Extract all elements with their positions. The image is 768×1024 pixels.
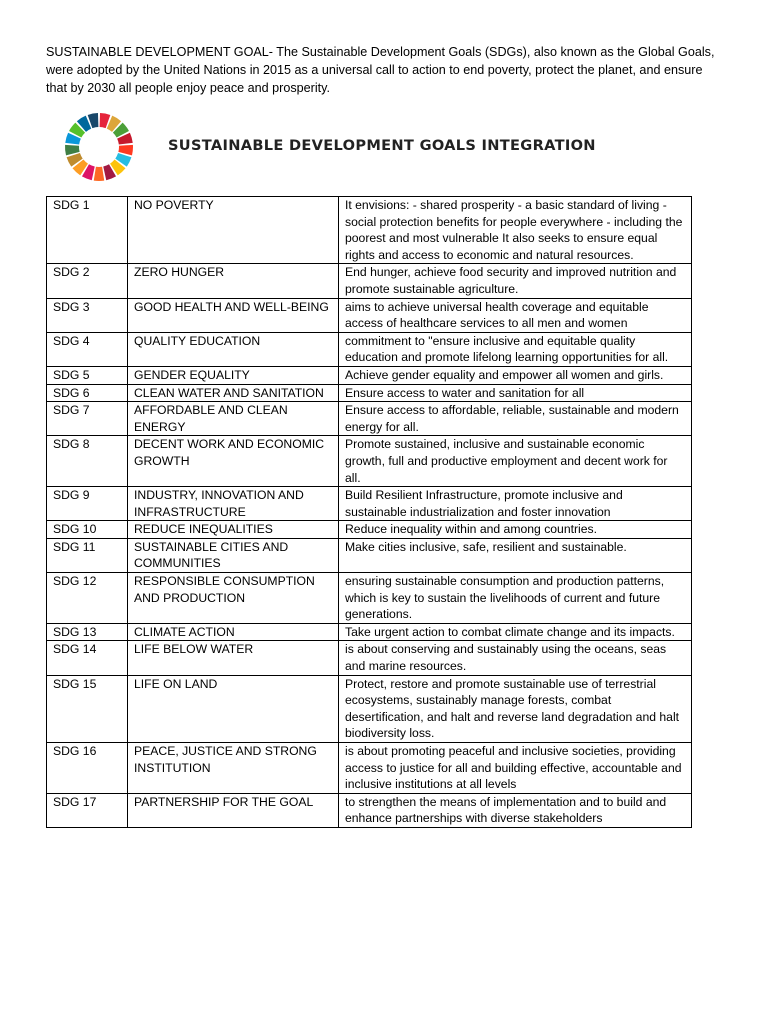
- sdg-goal-cell: PARTNERSHIP FOR THE GOAL: [128, 793, 339, 827]
- sdg-id-cell: SDG 17: [47, 793, 128, 827]
- table-row: [47, 538, 692, 572]
- sdg-id-cell: SDG 9: [47, 487, 128, 521]
- sdg-banner: [64, 112, 724, 182]
- sdg-id-cell: SDG 3: [47, 298, 128, 332]
- sdg-id-cell: SDG 10: [47, 521, 128, 539]
- sdg-goal-cell: INDUSTRY, INNOVATION AND INFRASTRUCTURE: [128, 487, 339, 521]
- table-row: [47, 402, 692, 436]
- table-row: [47, 487, 692, 521]
- sdg-goal-cell: ZERO HUNGER: [128, 264, 339, 298]
- sdg-description-cell: Promote sustained, inclusive and sustainable economic growth, full and productive employment and decent work for all.: [339, 436, 692, 487]
- sdg-id-cell: SDG 2: [47, 264, 128, 298]
- sdg-description-cell: Achieve gender equality and empower all women and girls.: [339, 366, 692, 384]
- table-row: [47, 573, 692, 624]
- sdg-description-cell: Build Resilient Infrastructure, promote inclusive and sustainable industrialization and foster innovation: [339, 487, 692, 521]
- table-row: [47, 197, 692, 264]
- wheel-segment: [118, 145, 133, 155]
- sdg-id-cell: SDG 8: [47, 436, 128, 487]
- sdg-goal-cell: QUALITY EDUCATION: [128, 332, 339, 366]
- sdg-id-cell: SDG 1: [47, 197, 128, 264]
- table-row: [47, 332, 692, 366]
- sdg-id-cell: SDG 11: [47, 538, 128, 572]
- sdg-description-cell: It envisions: - shared prosperity - a basic standard of living - social protection benefits for people everywhere - including the poorest and most vulnerable It also seeks to ensure equal rights and access to economic and natural resources.: [339, 197, 692, 264]
- sdg-id-cell: SDG 5: [47, 366, 128, 384]
- sdg-description-cell: is about promoting peaceful and inclusive societies, providing access to justice for all and building effective, accountable and inclusive institutions at all levels: [339, 743, 692, 794]
- sdg-description-cell: commitment to "ensure inclusive and equitable quality education and promote lifelong learning opportunities for all.: [339, 332, 692, 366]
- sdg-id-cell: SDG 15: [47, 675, 128, 742]
- banner-title: SUSTAINABLE DEVELOPMENT GOALS INTEGRATION: [168, 137, 596, 154]
- sdg-description-cell: is about conserving and sustainably using the oceans, seas and marine resources.: [339, 641, 692, 675]
- sdg-goal-cell: CLEAN WATER AND SANITATION: [128, 384, 339, 402]
- sdg-id-cell: SDG 14: [47, 641, 128, 675]
- sdg-goal-cell: CLIMATE ACTION: [128, 623, 339, 641]
- sdg-goal-cell: DECENT WORK AND ECONOMIC GROWTH: [128, 436, 339, 487]
- sdg-goal-cell: PEACE, JUSTICE AND STRONG INSTITUTION: [128, 743, 339, 794]
- sdg-id-cell: SDG 16: [47, 743, 128, 794]
- sdg-goal-cell: RESPONSIBLE CONSUMPTION AND PRODUCTION: [128, 573, 339, 624]
- table-row: [47, 264, 692, 298]
- table-row: [47, 436, 692, 487]
- sdg-id-cell: SDG 7: [47, 402, 128, 436]
- table-row: [47, 298, 692, 332]
- sdg-description-cell: ensuring sustainable consumption and production patterns, which is key to sustain the livelihoods of current and future generations.: [339, 573, 692, 624]
- sdg-description-cell: to strengthen the means of implementation and to build and enhance partnerships with diverse stakeholders: [339, 793, 692, 827]
- sdg-description-cell: Take urgent action to combat climate change and its impacts.: [339, 623, 692, 641]
- intro-paragraph: SUSTAINABLE DEVELOPMENT GOAL- The Sustainable Development Goals (SDGs), also known as the Global Goals, were adopted by the United Nations in 2015 as a universal call to action to end poverty, protect the planet, and ensure that by 2030 all people enjoy peace and prosperity.: [46, 45, 715, 95]
- sdg-goal-cell: SUSTAINABLE CITIES AND COMMUNITIES: [128, 538, 339, 572]
- sdg-table: [46, 196, 692, 828]
- sdg-goal-cell: LIFE ON LAND: [128, 675, 339, 742]
- sdg-id-cell: SDG 12: [47, 573, 128, 624]
- wheel-segment: [94, 167, 104, 181]
- sdg-goal-cell: NO POVERTY: [128, 197, 339, 264]
- sdg-description-cell: Make cities inclusive, safe, resilient and sustainable.: [339, 538, 692, 572]
- sdg-goal-cell: AFFORDABLE AND CLEAN ENERGY: [128, 402, 339, 436]
- table-row: [47, 623, 692, 641]
- table-row: [47, 675, 692, 742]
- sdg-description-cell: Protect, restore and promote sustainable use of terrestrial ecosystems, sustainably manage forests, combat desertification, and halt and reverse land degradation and halt biodiversity loss.: [339, 675, 692, 742]
- sdg-id-cell: SDG 6: [47, 384, 128, 402]
- sdg-goal-cell: GOOD HEALTH AND WELL-BEING: [128, 298, 339, 332]
- table-row: [47, 743, 692, 794]
- wheel-segment: [65, 145, 80, 155]
- table-row: [47, 521, 692, 539]
- table-row: [47, 793, 692, 827]
- table-row: [47, 384, 692, 402]
- sdg-description-cell: End hunger, achieve food security and improved nutrition and promote sustainable agriculture.: [339, 264, 692, 298]
- sdg-description-cell: Ensure access to water and sanitation for all: [339, 384, 692, 402]
- sdg-goal-cell: LIFE BELOW WATER: [128, 641, 339, 675]
- table-row: [47, 366, 692, 384]
- sdg-goal-cell: GENDER EQUALITY: [128, 366, 339, 384]
- sdg-description-cell: aims to achieve universal health coverage and equitable access of healthcare services to all men and women: [339, 298, 692, 332]
- sdg-color-wheel-icon: [64, 112, 134, 182]
- sdg-id-cell: SDG 4: [47, 332, 128, 366]
- sdg-description-cell: Ensure access to affordable, reliable, sustainable and modern energy for all.: [339, 402, 692, 436]
- table-row: [47, 641, 692, 675]
- sdg-goal-cell: REDUCE INEQUALITIES: [128, 521, 339, 539]
- sdg-description-cell: Reduce inequality within and among countries.: [339, 521, 692, 539]
- sdg-id-cell: SDG 13: [47, 623, 128, 641]
